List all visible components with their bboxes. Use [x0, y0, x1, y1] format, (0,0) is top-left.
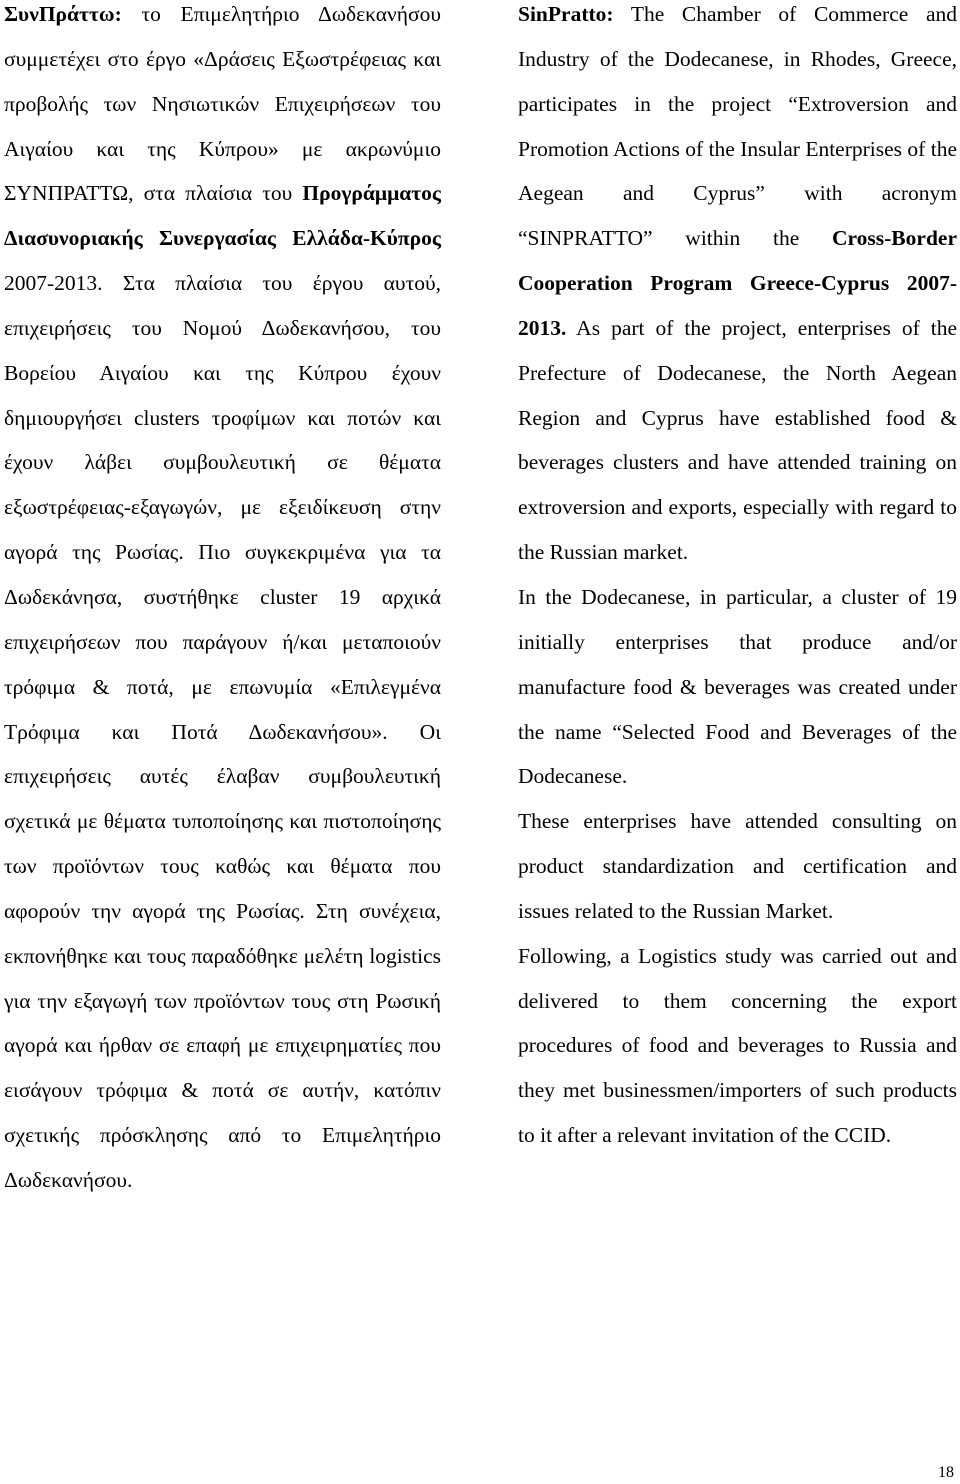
english-text-part1: The Chamber of Commerce and Industry of the Dodecanese, in Rhodes, Greece, participates in the project “Extroversion and Promotion Actions of the Insular Enterprises of the Aegean and Cyprus” with acronym “SINPRATTO” within the: [518, 2, 957, 251]
greek-program-name: Προγράμματος Διασυνοριακής Συνεργασίας Ελλάδα-Κύπρος: [4, 181, 441, 251]
greek-column: [4, 0, 441, 1203]
english-paragraph-2: In the Dodecanese, in particular, a cluster of 19 initially enterprises that produce and/or manufacture food & beverages was created under the name “Selected Food and Beverages of the Dodecanese.: [518, 584, 957, 789]
greek-text-part2: 2007-2013. Στα πλαίσια του έργου αυτού, επιχειρήσεις του Νομού Δωδεκανήσου, του Βορείου Αιγαίου και της Κύπρου έχουν δημιουργήσει clusters τροφίμων και ποτών και έχουν λάβει συμβουλευτική σε θέματα εξωστρέφειας-εξαγωγών, με εξειδίκευση στην αγορά της Ρωσίας. Πιο συγκεκριμένα για τα Δωδεκάνησα, συστήθηκε cluster 19 αρχικά επιχειρήσεων που παράγουν ή/και μεταποιούν τρόφιμα & ποτά, με επωνυμία «Επιλεγμένα Τρόφιμα και Ποτά Δωδεκανήσου». Οι επιχειρήσεις αυτές έλαβαν συμβουλευτική σχετικά με θέματα τυποποίησης και πιστοποίησης των προϊόντων τους καθώς και θέματα που αφορούν την αγορά της Ρωσίας. Στη συνέχεια, εκπονήθηκε και τους παραδόθηκε μελέτη logistics για την εξαγωγή των προϊόντων τους στη Ρωσική αγορά και ήρθαν σε επαφή με επιχειρηματίες που εισάγουν τρόφιμα & ποτά σε αυτήν, κατόπιν σχετικής πρόσκλησης από το Επιμελητήριο Δωδεκανήσου.: [4, 271, 441, 1192]
english-paragraph-4: Following, a Logistics study was carried out and delivered to them concerning the export procedures of food and beverages to Russia and they met businessmen/importers of such products to it after a relevant invitation of the CCID.: [518, 943, 957, 1148]
greek-text-part1: το Επιμελητήριο Δωδεκανήσου συμμετέχει στο έργο «Δράσεις Εξωστρέφειας και προβολής των Νησιωτικών Επιχειρήσεων του Αιγαίου και της Κύπρου» με ακρωνύμιο ΣΥΝΠΡΑΤΤΩ, στα πλαίσια του: [4, 2, 441, 206]
greek-lead-title: ΣυνΠράττω:: [4, 2, 122, 26]
english-lead-title: SinPratto:: [518, 2, 614, 26]
english-column: [518, 0, 957, 1158]
english-text-part2: As part of the project, enterprises of the Prefecture of Dodecanese, the North Aegean Region and Cyprus have established food & beverages clusters and have attended training on extroversion and exports, especially with regard to the Russian market.: [518, 315, 957, 565]
page-number: 18: [938, 1464, 954, 1481]
english-paragraph-1: [518, 0, 957, 575]
english-program-name: Cross-Border Cooperation Program Greece-Cyprus 2007-2013.: [518, 226, 957, 340]
greek-paragraph: [4, 0, 441, 1203]
english-paragraph-3: These enterprises have attended consulting on product standardization and certification and issues related to the Russian Market.: [518, 809, 957, 923]
